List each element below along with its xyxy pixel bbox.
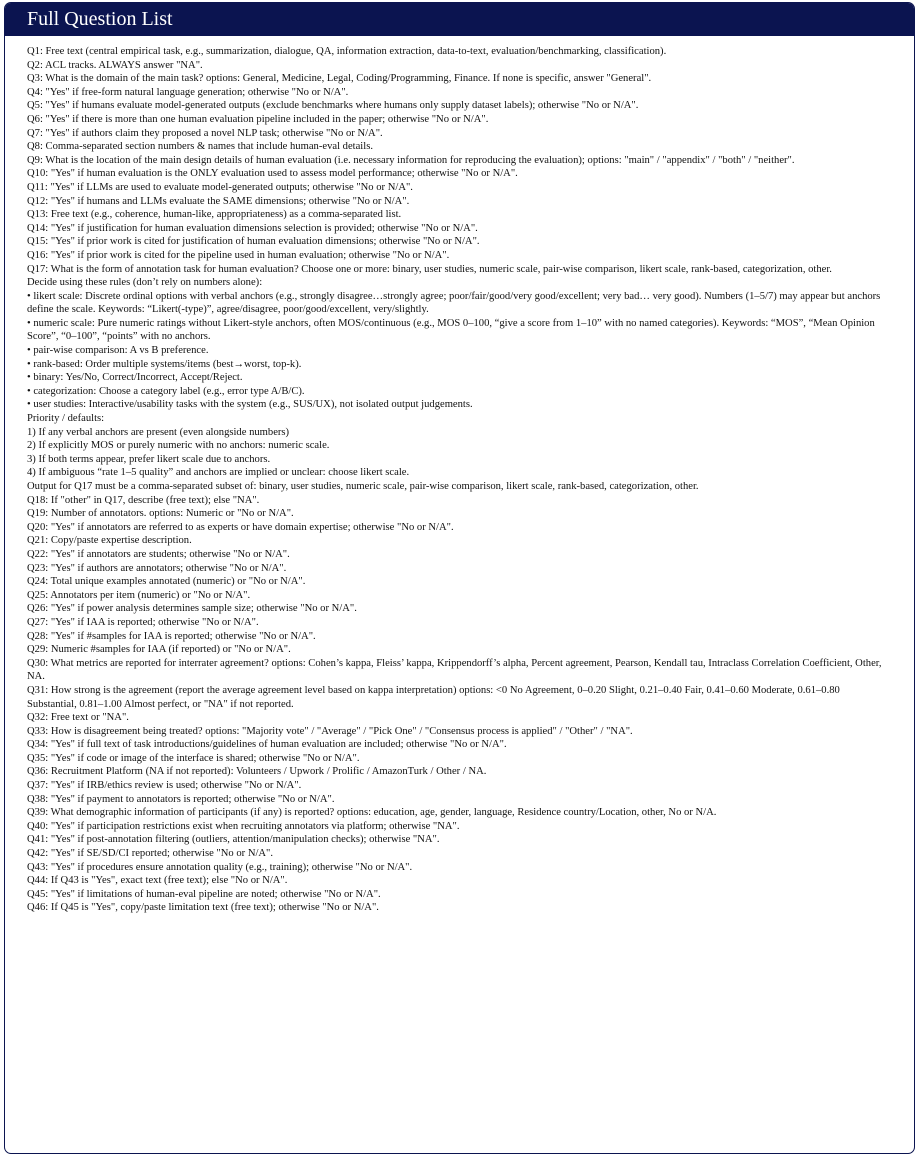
question-line: • binary: Yes/No, Correct/Incorrect, Accept/Reject. (27, 372, 243, 384)
question-line: Q20: "Yes" if annotators are referred to as experts or have domain expertise; otherwise "No or N/A". (27, 521, 454, 533)
question-line: Q13: Free text (e.g., coherence, human-like, appropriateness) as a comma-separated list. (27, 209, 402, 221)
question-line: Q36: Recruitment Platform (NA if not reported): Volunteers / Upwork / Prolific / AmazonTurk / Other / NA. (27, 766, 487, 778)
question-line: Q41: "Yes" if post-annotation filtering (outliers, attention/manipulation checks); otherwise "NA". (27, 834, 440, 846)
question-line: • likert scale: Discrete ordinal options with verbal anchors (e.g., strongly disagree…strongly agree; poor/fair/good/very good/excellent; very bad… very good). Numbers (1–5/7) may appear but anchors define the scale. Keywords: “Likert(-type)”, agree/disagree, poor/good/excellent, very/slightly. (27, 290, 881, 316)
question-line: Q33: How is disagreement being treated? options: "Majority vote" / "Average" / "Pick One" / "Consensus process is applied" / "Other" / "NA". (27, 725, 633, 737)
question-line: Q3: What is the domain of the main task? options: General, Medicine, Legal, Coding/Programming, Finance. If none is specific, answer "General". (27, 73, 652, 85)
question-line: Q22: "Yes" if annotators are students; otherwise "No or N/A". (27, 548, 290, 560)
question-line: Q12: "Yes" if humans and LLMs evaluate the SAME dimensions; otherwise "No or N/A". (27, 195, 410, 207)
question-line: Q17: What is the form of annotation task for human evaluation? Choose one or more: binary, user studies, numeric scale, pair-wise comparison, likert scale, rank-based, categorization, other. (27, 263, 832, 275)
question-line: Q4: "Yes" if free-form natural language generation; otherwise "No or N/A". (27, 86, 349, 98)
question-line: Output for Q17 must be a comma-separated subset of: binary, user studies, numeric scale, pair-wise comparison, likert scale, rank-based, categorization, other. (27, 481, 699, 492)
question-line: Q2: ACL tracks. ALWAYS answer "NA". (27, 59, 203, 71)
question-line: • pair-wise comparison: A vs B preference. (27, 345, 209, 357)
question-line: Q45: "Yes" if limitations of human-eval pipeline are noted; otherwise "No or N/A". (27, 888, 381, 900)
question-line: Q35: "Yes" if code or image of the interface is shared; otherwise "No or N/A". (27, 752, 360, 764)
question-line: • categorization: Choose a category label (e.g., error type A/B/C). (27, 385, 305, 397)
question-line: Q7: "Yes" if authors claim they proposed a novel NLP task; otherwise "No or N/A". (27, 127, 383, 139)
question-line: Q38: "Yes" if payment to annotators is reported; otherwise "No or N/A". (27, 793, 335, 805)
question-line: Q31: How strong is the agreement (report the average agreement level based on kappa interpretation) options: <0 No Agreement, 0–0.20 Slight, 0.21–0.40 Fair, 0.41–0.60 Moderate, 0.61–0.80 Substantial, 0.81–1.00 Almost perfect, or "NA" if not reported. (27, 684, 840, 710)
question-line: Q27: "Yes" if IAA is reported; otherwise "No or N/A". (27, 616, 259, 628)
question-line: 1) If any verbal anchors are present (even alongside numbers) (27, 426, 290, 438)
question-line: Q32: Free text or "NA". (27, 712, 129, 724)
question-line: Q8: Comma-separated section numbers & names that include human-eval details. (27, 141, 373, 153)
question-line: Q14: "Yes" if justification for human evaluation dimensions selection is provided; otherwise "No or N/A". (27, 222, 478, 234)
question-line: Q29: Numeric #samples for IAA (if reported) or "No or N/A". (27, 644, 291, 656)
question-line: Q19: Number of annotators. options: Numeric or "No or N/A". (27, 508, 294, 520)
question-line: Q24: Total unique examples annotated (numeric) or "No or N/A". (27, 576, 306, 588)
question-line: Q39: What demographic information of participants (if any) is reported? options: education, age, gender, language, Residence country/Location, other, No or N/A. (27, 807, 717, 819)
question-line: Q21: Copy/paste expertise description. (27, 535, 192, 547)
question-line: Decide using these rules (don’t rely on numbers alone): (27, 277, 263, 289)
question-line: Q10: "Yes" if human evaluation is the ONLY evaluation used to assess model performance; otherwise "No or N/A". (27, 168, 518, 180)
question-line: Q15: "Yes" if prior work is cited for justification of human evaluation dimensions; otherwise "No or N/A". (27, 236, 480, 248)
question-list-box (4, 2, 915, 1154)
question-line: Q5: "Yes" if humans evaluate model-generated outputs (exclude benchmarks where humans only supply dataset labels); otherwise "No or N/A". (27, 100, 639, 112)
question-line: Q1: Free text (central empirical task, e.g., summarization, dialogue, QA, information extraction, data-to-text, evaluation/benchmarking, classification). (27, 46, 667, 57)
question-line: Q26: "Yes" if power analysis determines sample size; otherwise "No or N/A". (27, 603, 357, 615)
question-line: Q43: "Yes" if procedures ensure annotation quality (e.g., training); otherwise "No or N/A". (27, 861, 413, 873)
question-line: Q30: What metrics are reported for interrater agreement? options: Cohen’s kappa, Fleiss’ kappa, Krippendorff’s alpha, Percent agreement, Pearson, Kendall tau, Intraclass Correlation Coefficient, Other, NA. (27, 657, 882, 683)
question-line: Q42: "Yes" if SE/SD/CI reported; otherwise "No or N/A". (27, 848, 274, 860)
box-title: Full Question List (5, 3, 914, 36)
question-line: Q34: "Yes" if full text of task introductions/guidelines of human evaluation are included; otherwise "No or N/A". (27, 739, 507, 751)
question-line: Q23: "Yes" if authors are annotators; otherwise "No or N/A". (27, 562, 287, 574)
question-line: Q9: What is the location of the main design details of human evaluation (i.e. necessary information for reproducing the evaluation); options: "main" / "appendix" / "both" / "neither". (27, 154, 795, 166)
question-line: Q25: Annotators per item (numeric) or "No or N/A". (27, 589, 251, 601)
question-line: Q16: "Yes" if prior work is cited for the pipeline used in human evaluation; otherwise "No or N/A". (27, 249, 450, 261)
question-line: 2) If explicitly MOS or purely numeric with no anchors: numeric scale. (27, 440, 330, 452)
question-line: 3) If both terms appear, prefer likert scale due to anchors. (27, 453, 271, 465)
question-line: Q40: "Yes" if participation restrictions exist when recruiting annotators via platform; otherwise "NA". (27, 820, 460, 832)
question-line: Priority / defaults: (27, 413, 105, 425)
question-line: 4) If ambiguous “rate 1–5 quality” and anchors are implied or unclear: choose likert scale. (27, 467, 410, 479)
question-line: Q46: If Q45 is "Yes", copy/paste limitation text (free text); otherwise "No or N/A". (27, 902, 379, 914)
question-line: Q28: "Yes" if #samples for IAA is reported; otherwise "No or N/A". (27, 630, 316, 642)
question-line: • rank-based: Order multiple systems/items (best→worst, top-k). (27, 358, 302, 370)
question-line: Q18: If "other" in Q17, describe (free text); else "NA". (27, 494, 260, 506)
question-list-body (5, 36, 914, 915)
question-line: Q11: "Yes" if LLMs are used to evaluate model-generated outputs; otherwise "No or N/A". (27, 181, 413, 193)
question-line: Q44: If Q43 is "Yes", exact text (free text); else "No or N/A". (27, 875, 288, 887)
question-line: Q37: "Yes" if IRB/ethics review is used; otherwise "No or N/A". (27, 780, 302, 792)
question-line: • user studies: Interactive/usability tasks with the system (e.g., SUS/UX), not isolated output judgements. (27, 399, 473, 411)
question-line: • numeric scale: Pure numeric ratings without Likert-style anchors, often MOS/continuous (e.g., MOS 0–100, “give a score from 1–10” with no named categories). Keywords: “MOS”, “Mean Opinion Score”, “0–100”, “points” with no anchors. (27, 317, 875, 343)
question-line: Q6: "Yes" if there is more than one human evaluation pipeline included in the paper; otherwise "No or N/A". (27, 113, 489, 125)
